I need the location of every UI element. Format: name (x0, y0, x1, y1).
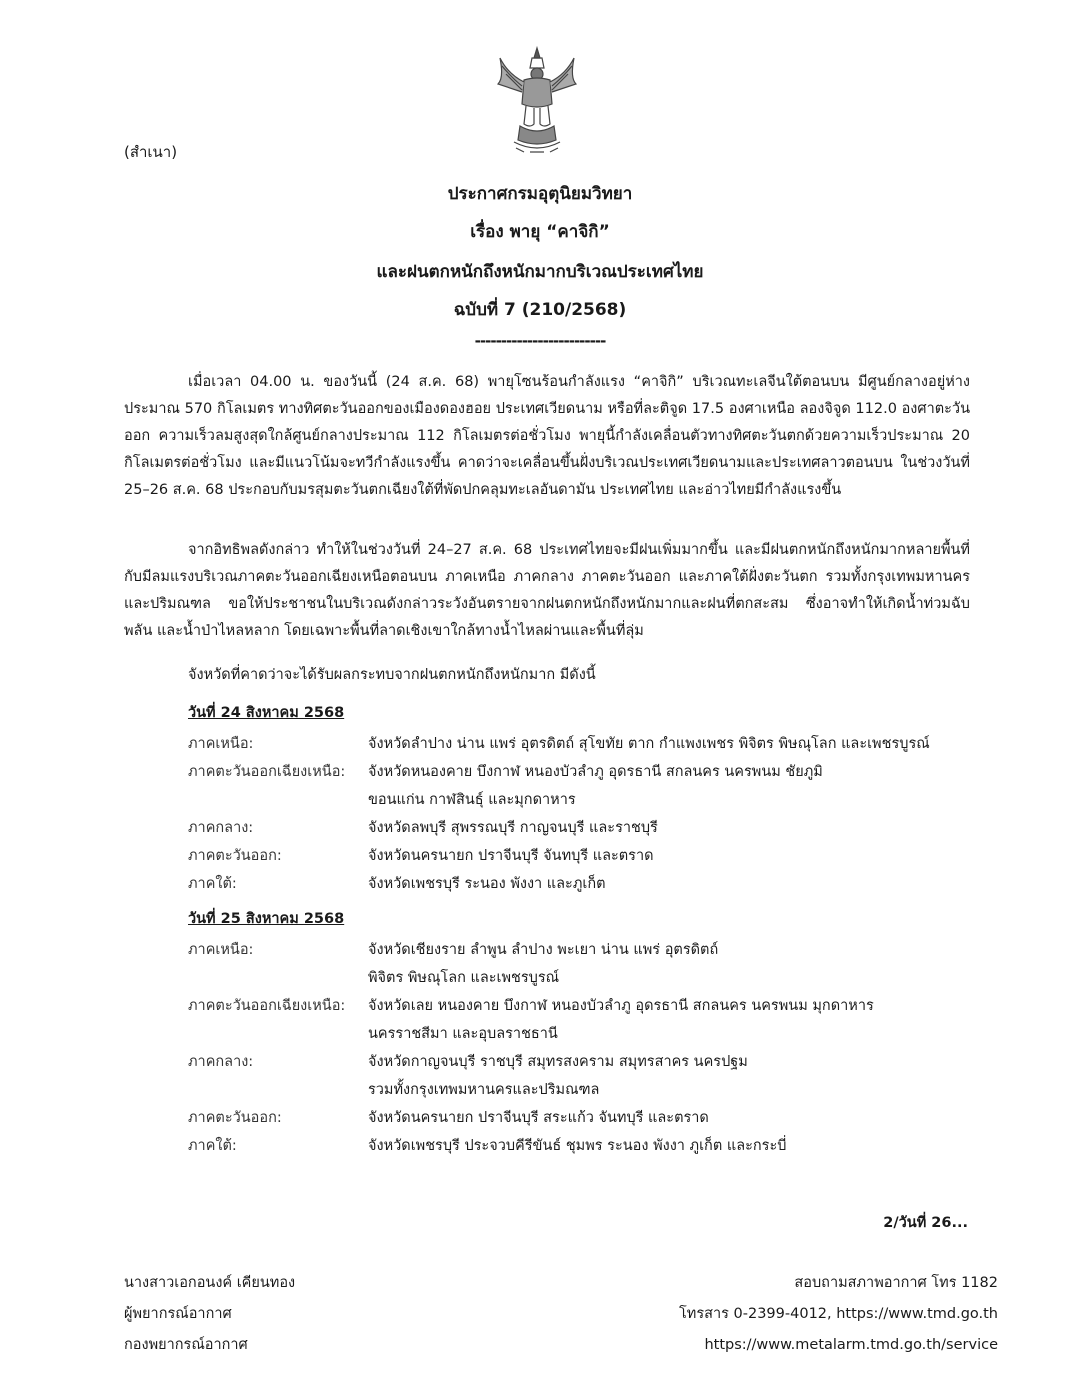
province-line: จังหวัดกาญจนบุรี ราชบุรี สมุทรสงคราม สมุทรสาคร นครปฐม (368, 1054, 748, 1070)
province-line: นครราชสีมา และอุบลราชธานี (368, 1026, 558, 1042)
region-name: ภาคเหนือ: (188, 736, 254, 752)
day-heading: วันที่ 25 สิงหาคม 2568 (188, 911, 345, 927)
province-line: จังหวัดลำปาง น่าน แพร่ อุตรดิตถ์ สุโขทัย ตาก กำแพงเพชร พิจิตร พิษณุโลก และเพชรบูรณ์ (368, 736, 930, 752)
region-list (188, 936, 988, 1160)
province-line: จังหวัดหนองคาย บึงกาฬ หนองบัวลำภู อุดรธานี สกลนคร นครพนม ชัยภูมิ (368, 764, 823, 780)
garuda-emblem-icon (494, 44, 580, 156)
province-list (368, 1132, 988, 1160)
day-heading: วันที่ 24 สิงหาคม 2568 (188, 705, 345, 721)
contact-fax-website[interactable]: โทรสาร 0-2399-4012, https://www.tmd.go.th (679, 1306, 998, 1322)
province-line: จังหวัดนครนายก ปราจีนบุรี สระแก้ว จันทบุรี และตราด (368, 1110, 709, 1126)
forecast-division: กองพยากรณ์อากาศ (124, 1337, 248, 1353)
region-row (188, 1048, 988, 1104)
announcement-subject: เรื่อง พายุ “คาจิกิ” (470, 222, 610, 242)
province-list (368, 992, 988, 1048)
region-row (188, 1132, 988, 1160)
copy-mark: (สำเนา) (124, 143, 178, 161)
province-line: พิจิตร พิษณุโลก และเพชรบูรณ์ (368, 970, 560, 986)
region-row (188, 870, 988, 898)
province-line: รวมทั้งกรุงเทพมหานครและปริมณฑล (368, 1082, 600, 1098)
province-line: ขอนแก่น กาฬสินธุ์ และมุกดาหาร (368, 792, 576, 808)
body-paragraph-impact: จากอิทธิพลดังกล่าว ทำให้ในช่วงวันที่ 24–27 ส.ค. 68 ประเทศไทยจะมีฝนเพิ่มมากขึ้น และมีฝนตกหนักถึงหนักมากหลายพื้นที่ กับมีลมแรงบริเวณภาคตะวันออกเฉียงเหนือตอนบน ภาคเหนือ ภาคกลาง ภาคตะวันออก และภาคใต้ฝั่งตะวันตก รวมทั้งกรุงเทพมหานครและปริมณฑล ขอให้ประชาชนในบริเวณดังกล่าวระวังอันตรายจากฝนตกหนักถึงหนักมากและฝนที่ตกสะสม ซึ่งอาจทำให้เกิดน้ำท่วมฉับพลัน และน้ำป่าไหลหลาก โดยเฉพาะพื้นที่ลาดเชิงเขาใกล้ทางน้ำไหลผ่านและพื้นที่ลุ่ม (124, 542, 970, 639)
region-name: ภาคใต้: (188, 1138, 237, 1154)
region-name: ภาคใต้: (188, 876, 237, 892)
province-line: จังหวัดเพชรบุรี ประจวบคีรีขันธ์ ชุมพร ระนอง พังงา ภูเก็ต และกระบี่ (368, 1138, 787, 1154)
announcement-issue-number: ฉบับที่ 7 (210/2568) (453, 300, 627, 320)
region-name: ภาคตะวันออก: (188, 1110, 282, 1126)
body-paragraph-provinces-intro: จังหวัดที่คาดว่าจะได้รับผลกระทบจากฝนตกหนักถึงหนักมาก มีดังนี้ (188, 667, 596, 683)
province-line: จังหวัดเลย หนองคาย บึงกาฬ หนองบัวลำภู อุดรธานี สกลนคร นครพนม มุกดาหาร (368, 998, 874, 1014)
body-paragraph-storm: เมื่อเวลา 04.00 น. ของวันนี้ (24 ส.ค. 68) พายุโซนร้อนกำลังแรง “คาจิกิ” บริเวณทะเลจีนใต้ตอนบน มีศูนย์กลางอยู่ห่างประมาณ 570 กิโลเมตร ทางทิศตะวันออกของเมืองดองฮอย ประเทศเวียดนาม หรือที่ละติจูด 17.5 องศาเหนือ ลองจิจูด 112.0 องศาตะวันออก ความเร็วลมสูงสุดใกล้ศูนย์กลางประมาณ 112 กิโลเมตรต่อชั่วโมง พายุนี้กำลังเคลื่อนตัวทางทิศตะวันตกด้วยความเร็วประมาณ 20 กิโลเมตรต่อชั่วโมง และมีแนวโน้มจะทวีกำลังแรงขึ้น คาดว่าจะเคลื่อนขึ้นฝั่งบริเวณประเทศเวียดนามและประเทศลาวตอนบน ในช่วงวันที่ 25–26 ส.ค. 68 ประกอบกับมรสุมตะวันตกเฉียงใต้ที่พัดปกคลุมทะเลอันดามัน ประเทศไทย และอ่าวไทยมีกำลังแรงขึ้น (124, 374, 970, 498)
region-name: ภาคตะวันออกเฉียงเหนือ: (188, 764, 346, 780)
region-row (188, 842, 988, 870)
province-list (368, 730, 988, 758)
region-row (188, 1104, 988, 1132)
region-list (188, 730, 988, 898)
province-line: จังหวัดเพชรบุรี ระนอง พังงา และภูเก็ต (368, 876, 606, 892)
province-list (368, 936, 988, 992)
province-list (368, 1048, 988, 1104)
region-row (188, 992, 988, 1048)
region-name: ภาคตะวันออก: (188, 848, 282, 864)
announcement-title: ประกาศกรมอุตุนิยมวิทยา (447, 184, 633, 204)
region-name: ภาคกลาง: (188, 1054, 254, 1070)
province-list (368, 842, 988, 870)
province-list (368, 814, 988, 842)
region-row (188, 730, 988, 758)
province-line: จังหวัดนครนายก ปราจีนบุรี จันทบุรี และตราด (368, 848, 654, 864)
region-row (188, 814, 988, 842)
province-line: จังหวัดเชียงราย ลำพูน ลำปาง พะเยา น่าน แพร่ อุตรดิตถ์ (368, 942, 719, 958)
province-line: จังหวัดลพบุรี สุพรรณบุรี กาญจนบุรี และราชบุรี (368, 820, 658, 836)
region-name: ภาคตะวันออกเฉียงเหนือ: (188, 998, 346, 1014)
title-separator: ------------------------- (474, 332, 606, 350)
region-row (188, 758, 988, 814)
forecaster-name: นางสาวเอกอนงค์ เคียนทอง (124, 1275, 296, 1291)
announcement-subtitle: และฝนตกหนักถึงหนักมากบริเวณประเทศไทย (376, 262, 704, 282)
contact-service-link[interactable]: https://www.metalarm.tmd.go.th/service (704, 1337, 998, 1353)
province-list (368, 870, 988, 898)
contact-info (679, 1268, 998, 1361)
region-name: ภาคกลาง: (188, 820, 254, 836)
province-list (368, 758, 988, 814)
contact-phone: สอบถามสภาพอากาศ โทร 1182 (794, 1275, 998, 1291)
province-list (368, 1104, 988, 1132)
next-page-indicator: 2/วันที่ 26... (883, 1215, 968, 1231)
region-row (188, 936, 988, 992)
forecaster-title: ผู้พยากรณ์อากาศ (124, 1306, 232, 1322)
region-name: ภาคเหนือ: (188, 942, 254, 958)
forecaster-signature (124, 1268, 295, 1361)
